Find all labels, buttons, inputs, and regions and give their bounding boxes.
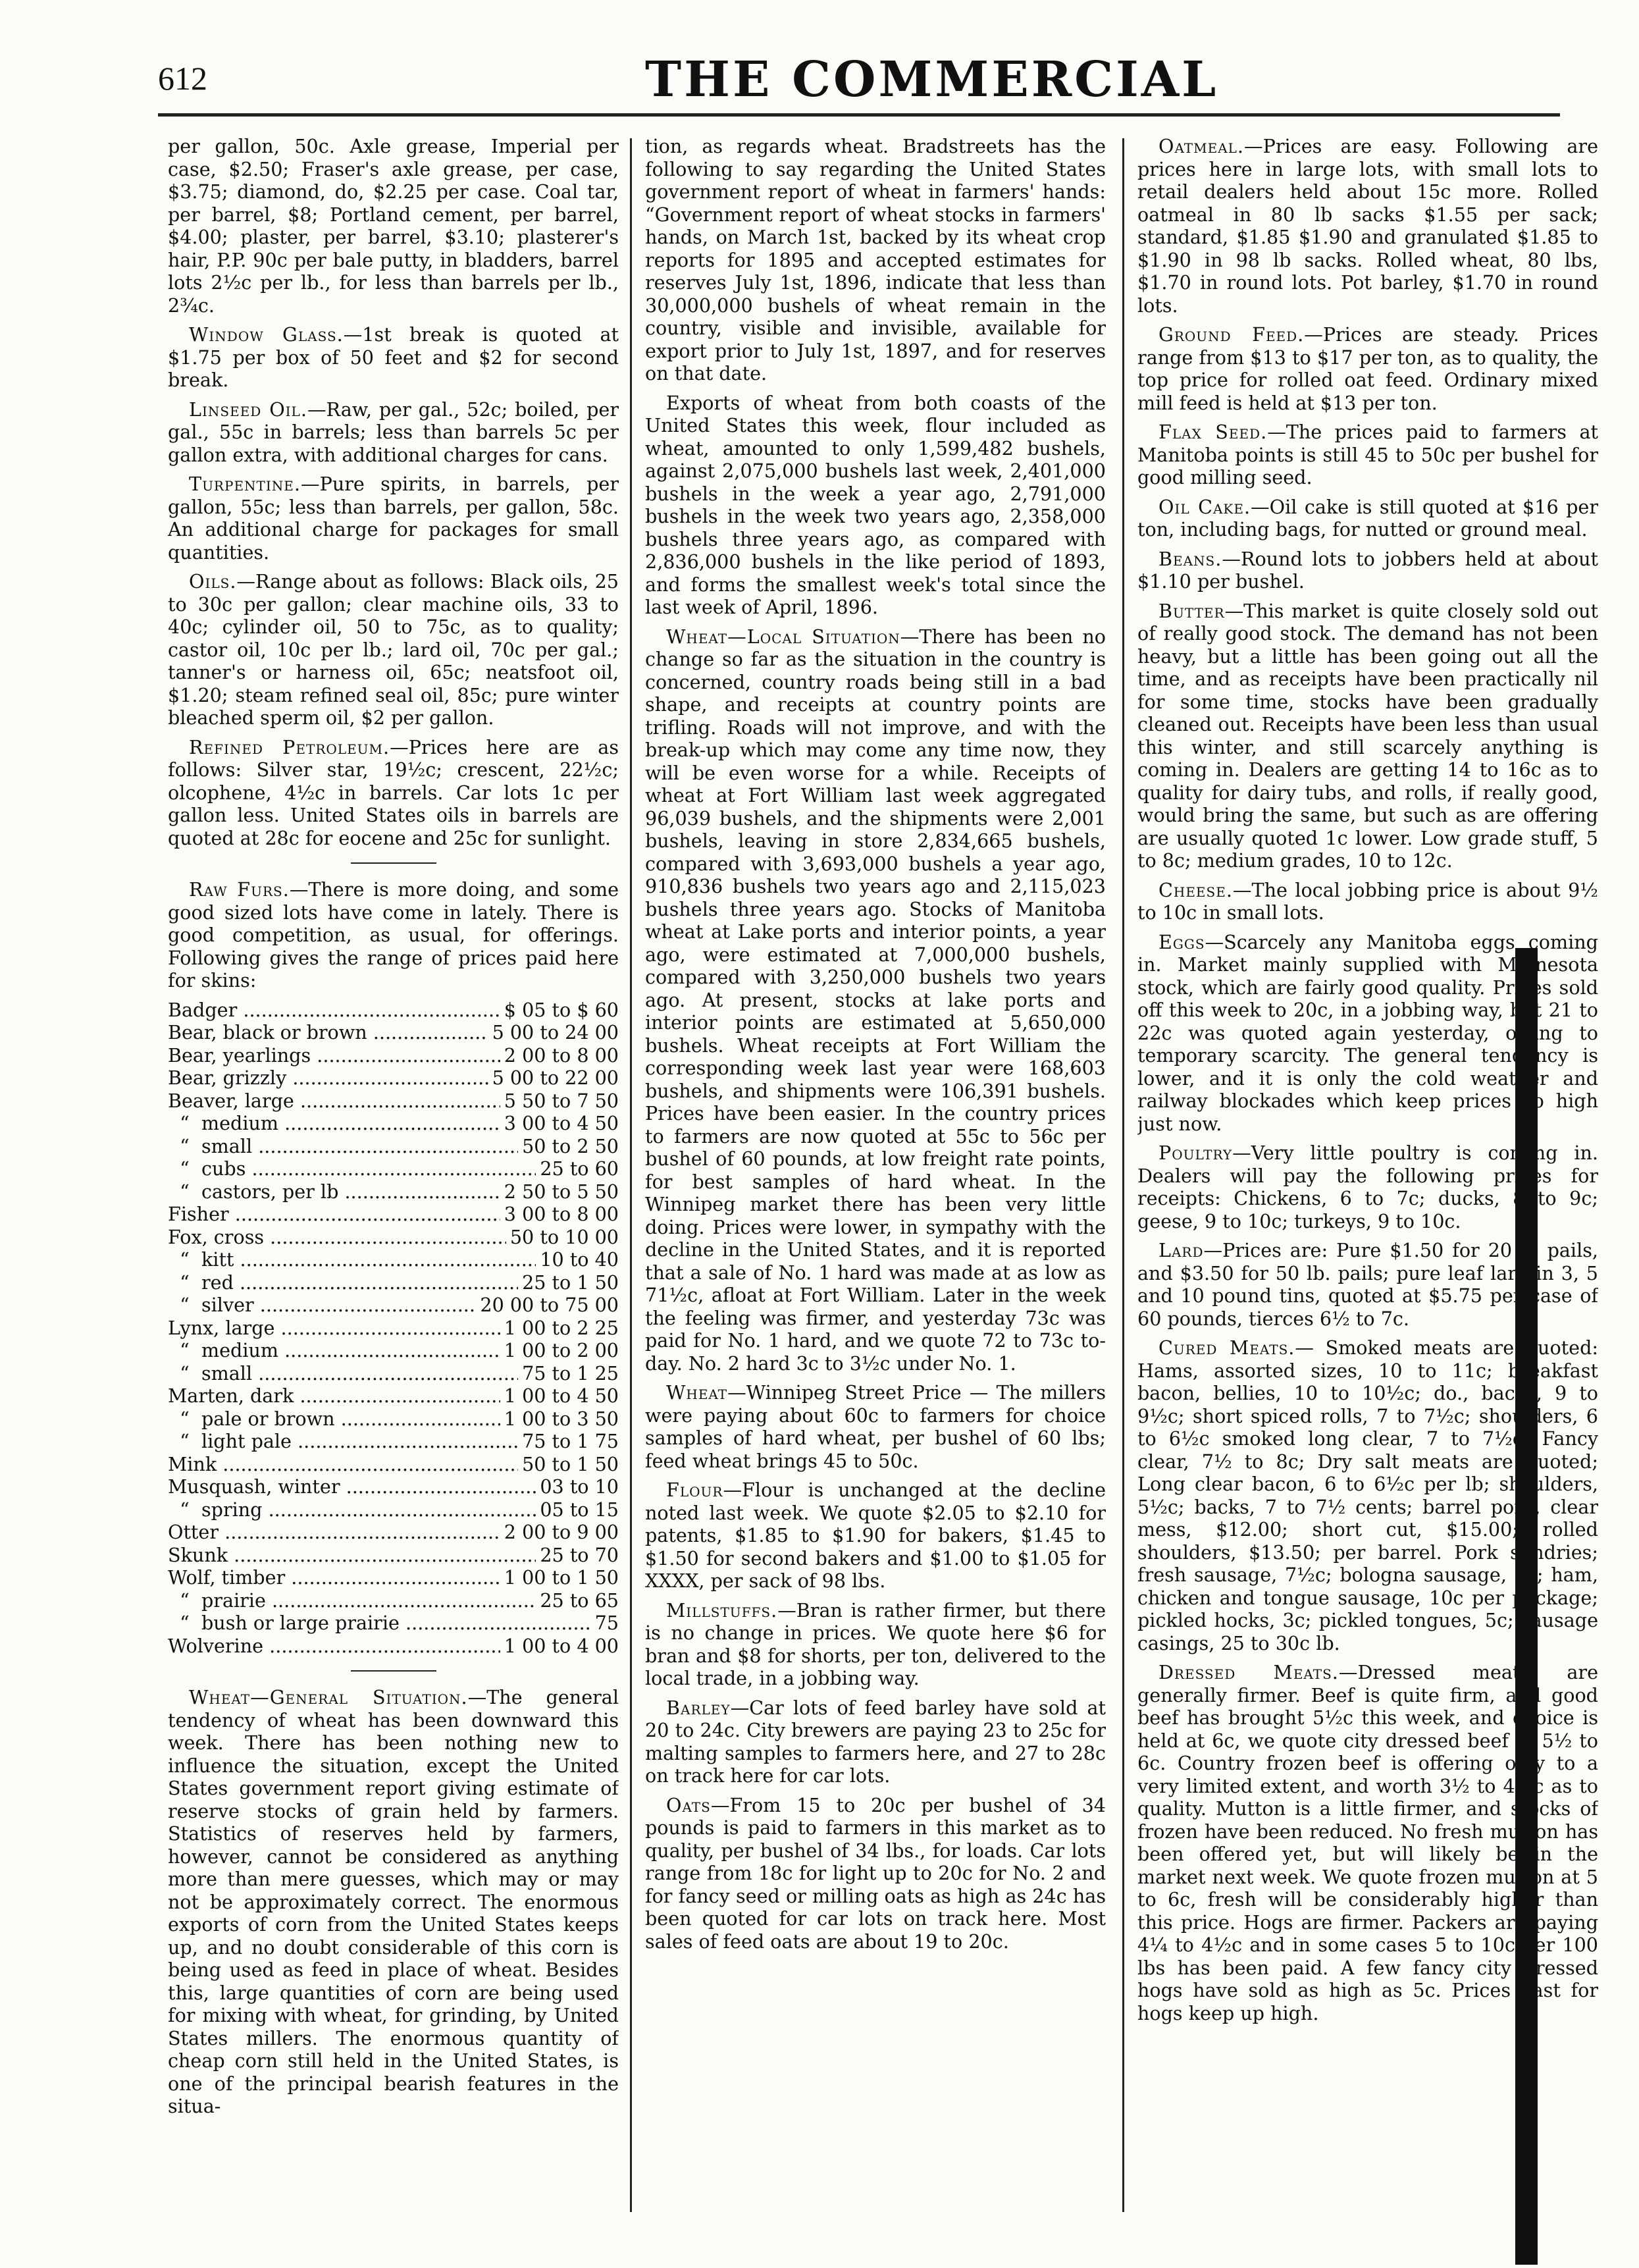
fur-price-range: 75 to 1 25 [522, 1361, 619, 1385]
fur-price-range: 2 00 to 8 00 [504, 1043, 619, 1067]
fur-price-range: 1 00 to 3 50 [504, 1407, 619, 1430]
fur-price-range: 10 to 40 [540, 1248, 619, 1271]
fur-price-row [168, 1044, 619, 1067]
fur-name: “ castors, per lb ..... [168, 1180, 500, 1203]
fur-name: Badger ..... [168, 999, 500, 1022]
fur-name: “ red ..... [168, 1271, 518, 1294]
paragraph-millstuffs: Millstuffs.—Bran is rather firmer, but there is no change in prices. We quote here $6 for bran and $8 for shorts, per ton, delivered to the local trade, in a jobbing way. [645, 1598, 1106, 1689]
fur-price-range: 5 00 to 24 00 [492, 1021, 619, 1043]
paragraph-cured-meats: Cured Meats.— Smoked meats are quoted: Hams, assorted sizes, 10 to 11c; breakfast bacon, bellies, 10 to 10½c; do., backs, 9 to 9½c; short spiced rolls, 7 to 7½c; shoulders, 6 to 6½c smoked long clear, 7 to 7½c; Fancy clear, 7½ to 8c; Dry salt meats are quoted; Long clear bacon, 6 to 6½c per lb; shoulders, 5½c; backs, 7 to 7½ cents; barrel pork, clear mess, $12.00; short cut, $15.00; rolled shoulders, $13.50; per barrel. Pork sundries; fresh sausage, 7½c; bologna sausage, 6c; ham, chicken and tongue sausage, 10c per package; pickled hocks, 3c; pickled tongues, 5c; sausage casings, 25 to 30c lb. [1137, 1336, 1598, 1654]
paragraph-oats: Oats—From 15 to 20c per bushel of 34 pounds is paid to farmers in this market as to quality, per bushel of 34 lbs., for loads. Car lots range from 18c for light up to 20c for No. 2 and for fancy seed or milling oats as high as 24c has been quoted for car lots on track here. Most sales of feed oats are about 19 to 20c. [645, 1793, 1106, 1953]
fur-name: Wolverine ..... [168, 1635, 500, 1658]
paragraph-butter: Butter—This market is quite closely sold out of really good stock. The demand has not been heavy, but a little has been going out all the time, and as receipts have been practically nil for some time, stocks have been gradually cleaned out. Receipts have been less than usual this winter, and still scarcely anything is coming in. Dealers are getting 14 to 16c as to quality for dairy tubs, and rolls, if really good, would bring the same, but such as are offering are usually quoted 1c lower. Low grade stuff, 5 to 8c; medium grades, 10 to 12c. [1137, 599, 1598, 872]
paragraph-window-glass: Window Glass.—1st break is quoted at $1.75 per box of 50 feet and $2 for second break. [168, 323, 619, 391]
fur-name: “ light pale ..... [168, 1430, 518, 1453]
paragraph-oil-cake: Oil Cake.—Oil cake is still quoted at $16 per ton, including bags, for nutted or ground meal. [1137, 495, 1598, 541]
fur-name: Otter ..... [168, 1521, 500, 1544]
fur-price-range: 2 00 to 9 00 [504, 1521, 619, 1543]
fur-price-table [168, 999, 619, 1658]
fur-price-range: $ 05 to $ 60 [504, 998, 619, 1021]
paragraph-exports: Exports of wheat from both coasts of the United States this week, flour included as wheat, amounted to only 1,599,482 bushels, against 2,075,000 bushels last week, 2,401,000 bushels in the week a year ago, 2,791,000 bushels in the week two years ago, 2,358,000 bushels three years ago, as compared with 2,836,000 bushels in the like period of 1893, and forms the smallest week's total since the last week of April, 1896. [645, 391, 1106, 618]
fur-price-range: 5 00 to 22 00 [492, 1067, 619, 1089]
paragraph-wheat-local: Wheat—Local Situation—There has been no change so far as the situation in the country is concerned, country roads being still in a bad shape, and receipts at country points are trifling. Roads will not improve, and with the break-up which may come any time now, they will be even worse for a while. Receipts of wheat at Fort William last week aggregated 96,039 bushels, and the shipments were 2,001 bushels, leaving in store 2,834,665 bushels, compared with 3,693,000 bushels a year ago, 910,836 bushels two years ago and 2,115,023 bushels three years ago. Stocks of Manitoba wheat at Lake ports and interior points, a year ago, were estimated at 7,000,000 bushels, compared with 3,250,000 bushels two years ago. At present, stocks at lake ports and interior points are estimated at 5,650,000 bushels. Wheat receipts at Fort William the corresponding week last year were 168,603 bushels, and shipments were 106,391 bushels. Prices have been easier. In the country prices to farmers are now quoted at 55c to 56c per bushel of 60 pounds, at low freight rate points, for best samples of hard wheat. In the Winnipeg market there has been very little doing. Prices were lower, in sympathy with the decline in the United States, and it is reported that a sale of No. 1 hard was made at as low as 71½c, afloat at Fort William. Later in the week the feeling was firmer, and yesterday 73c was paid for No. 1 hard, and we quote 72 to 73c to-day. No. 2 hard 3c to 3½c under No. 1. [645, 625, 1106, 1375]
fur-price-range: 25 to 1 50 [522, 1271, 619, 1294]
fur-price-row [168, 1180, 619, 1203]
fur-name: Bear, grizzly ..... [168, 1067, 488, 1090]
fur-name: Lynx, large ..... [168, 1317, 500, 1340]
fur-price-row [168, 1090, 619, 1113]
fur-price-row [168, 1294, 619, 1317]
column-1 [168, 135, 619, 2228]
fur-price-row [168, 1544, 619, 1567]
fur-price-range: 1 00 to 2 25 [504, 1316, 619, 1339]
fur-name: Beaver, large ..... [168, 1090, 500, 1113]
fur-price-range: 3 00 to 8 00 [504, 1203, 619, 1225]
paragraph-raw-furs: Raw Furs.—There is more doing, and some good sized lots have come in lately. There is good competition, as usual, for offerings. Following gives the range of prices paid here for skins: [168, 878, 619, 991]
paragraph-ground-feed: Ground Feed.—Prices are steady. Prices range from $13 to $17 per ton, as to quality, the top price for rolled oat feed. Ordinary mixed mill feed is held at $13 per ton. [1137, 323, 1598, 414]
paragraph: per gallon, 50c. Axle grease, Imperial per case, $2.50; Fraser's axle grease, per case, $3.75; diamond, do, $2.25 per case. Coal tar, per barrel, $8; Portland cement, per barrel, $4.00; plaster, per barrel, $3.10; plasterer's hair, P.P. 90c per bale putty, in bladders, barrel lots 2½c per lb., for less than barrels per lb., 2¾c. [168, 135, 619, 317]
masthead-title: THE COMMERCIAL [645, 51, 1219, 108]
column-2 [645, 135, 1106, 2228]
fur-price-row [168, 1362, 619, 1385]
fur-name: Bear, yearlings ..... [168, 1044, 500, 1067]
paragraph-oatmeal: Oatmeal.—Prices are easy. Following are prices here in large lots, with small lots to retail dealers held about 15c more. Rolled oatmeal in 80 lb sacks $1.55 per sack; standard, $1.85 $1.90 and granulated $1.85 to $1.90 in 98 lb sacks. Rolled wheat, 80 lbs, $1.70 in round lots. Pot barley, $1.70 in round lots. [1137, 135, 1598, 317]
paragraph-wheat-general: Wheat—General Situation.—The general tendency of wheat has been downward this week. There has been nothing new to influence the situation, except the United States government report giving estimate of reserve stocks of grain held by farmers. Statistics of reserves held by farmers, however, cannot be considered as anything more than mere guesses, which may or may not be approximately correct. The enormous exports of corn from the United States keeps up, and no doubt considerable of this corn is being used as feed in place of wheat. Besides this, large quantities of corn are being used for mixing with wheat, for grinding, by United States millers. The enormous quantity of cheap corn still held in the United States, is one of the principal bearish features in the situa- [168, 1686, 619, 2117]
fur-price-row [168, 1112, 619, 1135]
fur-name: “ bush or large prairie ..... [168, 1612, 591, 1635]
fur-price-range: 50 to 10 00 [509, 1225, 619, 1248]
fur-price-row [168, 1521, 619, 1544]
fur-price-range: 03 to 10 [540, 1475, 619, 1498]
fur-price-row [168, 1339, 619, 1362]
fur-price-row [168, 1635, 619, 1658]
page-number: 612 [158, 60, 207, 97]
fur-price-range: 2 50 to 5 50 [504, 1180, 619, 1203]
paragraph-refined-petroleum: Refined Petroleum.—Prices here are as follows: Silver star, 19½c; crescent, 22½c; olcophene, 4½c in barrels. Car lots 1c per gallon less. United States oils in barrels are quoted at 28c for eocene and 25c for sunlight. [168, 735, 619, 849]
section-separator [351, 862, 436, 864]
fur-price-range: 1 00 to 2 00 [504, 1339, 619, 1361]
fur-price-row [168, 1271, 619, 1294]
fur-price-row [168, 1498, 619, 1521]
fur-name: Fox, cross ..... [168, 1226, 506, 1249]
fur-price-range: 1 00 to 4 00 [504, 1634, 619, 1657]
fur-price-row [168, 1612, 619, 1635]
fur-price-row [168, 1248, 619, 1271]
fur-price-range: 25 to 60 [540, 1157, 619, 1180]
fur-price-range: 25 to 70 [540, 1543, 619, 1566]
fur-name: “ pale or brown ..... [168, 1408, 500, 1431]
paragraph-eggs: Eggs—Scarcely any Manitoba eggs coming in. Market mainly supplied with Minnesota stock, which are fairly good quality. Prices sold off this week to 20c, in a jobbing way, but 21 to 22c was quoted again yesterday, owing to temporary scarcity. The general tendency is lower, and it is only the cold weather and railway blockades which keep prices so high just now. [1137, 930, 1598, 1135]
fur-name: “ prairie ..... [168, 1589, 536, 1612]
fur-price-range: 50 to 1 50 [522, 1452, 619, 1475]
fur-name: Musquash, winter ..... [168, 1475, 536, 1498]
fur-name: “ medium ..... [168, 1339, 500, 1362]
fur-price-range: 75 [594, 1612, 619, 1634]
fur-price-row [168, 1203, 619, 1226]
fur-price-range: 50 to 2 50 [522, 1134, 619, 1157]
fur-price-range: 20 00 to 75 00 [480, 1294, 619, 1316]
fur-price-row [168, 1317, 619, 1340]
fur-price-row [168, 1021, 619, 1044]
fur-price-row [168, 1135, 619, 1158]
paragraph-cheese: Cheese.—The local jobbing price is about 9½ to 10c in small lots. [1137, 878, 1598, 924]
paragraph-dressed-meats: Dressed Meats.—Dressed meats are generally firmer. Beef is quite firm, and good beef has brought 5½c this week, and choice is held at 6c, we quote city dressed beef at 5½ to 6c. Country frozen beef is offering only to a very limited extent, and worth 3½ to 4½c as to quality. Mutton is a little firmer, and stocks of frozen have been reduced. No fresh mutton has been offered yet, but will likely be in the market next week. We quote frozen mutton at 5 to 6c, fresh will be considerably higher than this price. Hogs are firmer. Packers are paying 4¼ to 4½c and in some cases 5 to 10c per 100 lbs has been paid. A few fancy city dressed hogs have sold as high as 5c. Prices east for hogs keep up high. [1137, 1661, 1598, 2024]
fur-name: “ silver ..... [168, 1294, 476, 1317]
fur-price-range: 3 00 to 4 50 [504, 1112, 619, 1134]
fur-price-row [168, 1453, 619, 1476]
fur-price-range: 75 to 1 75 [522, 1430, 619, 1452]
paragraph-beans: Beans.—Round lots to jobbers held at about $1.10 per bushel. [1137, 547, 1598, 593]
paragraph-oils: Oils.—Range about as follows: Black oils, 25 to 30c per gallon; clear machine oils, 33 to 40c; cylinder oil, 50 to 75c, as to quality; castor oil, 10c per lb.; lard oil, 70c per gal.; tanner's or harness oil, 65c; neatsfoot oil, $1.20; steam refined seal oil, 85c; pure winter bleached sperm oil, $2 per gallon. [168, 570, 619, 729]
fur-price-row [168, 1430, 619, 1453]
fur-name: “ spring ..... [168, 1498, 536, 1521]
header-rule [158, 113, 1560, 117]
fur-price-range: 05 to 15 [540, 1498, 619, 1521]
page-header [0, 0, 1639, 125]
fur-name: Skunk ..... [168, 1544, 536, 1567]
fur-price-range: 25 to 65 [540, 1589, 619, 1612]
column-divider [630, 138, 632, 2212]
column-divider [1122, 138, 1124, 2212]
fur-price-row [168, 1589, 619, 1612]
paragraph: tion, as regards wheat. Bradstreets has the following to say regarding the United States government report of wheat in farmers' hands: “Government report of wheat stocks in farmers' hands, on March 1st, backed by its wheat crop reports for 1895 and accepted estimates for reserves July 1st, 1896, indicate that less than 30,000,000 bushels of wheat remain in the country, visible and invisible, available for export prior to July 1st, 1897, and for reserves on that date. [645, 135, 1106, 384]
fur-name: Wolf, timber ..... [168, 1566, 500, 1589]
paragraph-linseed-oil: Linseed Oil.—Raw, per gal., 52c; boiled, per gal., 55c in barrels; less than barrels 5c per gallon extra, with additional charges for cans. [168, 398, 619, 466]
fur-price-row [168, 1157, 619, 1180]
fur-name: Bear, black or brown ..... [168, 1021, 488, 1044]
fur-name: “ kitt ..... [168, 1248, 536, 1271]
fur-price-range: 5 50 to 7 50 [504, 1089, 619, 1112]
fur-price-row [168, 1385, 619, 1408]
fur-name: “ small ..... [168, 1135, 518, 1158]
paragraph-poultry: Poultry—Very little poultry is coming in. Dealers will pay the following prices for receipts: Chickens, 6 to 7c; ducks, 8 to 9c; geese, 9 to 10c; turkeys, 9 to 10c. [1137, 1142, 1598, 1232]
paragraph-flour: Flour—Flour is unchanged at the decline noted last week. We quote $2.05 to $2.10 for patents, $1.85 to $1.90 for bakers, $1.45 to $1.50 for second bakers and $1.00 to $1.05 for XXXX, per sack of 98 lbs. [645, 1479, 1106, 1592]
column-3 [1137, 135, 1598, 2228]
paragraph-barley: Barley—Car lots of feed barley have sold at 20 to 24c. City brewers are paying 23 to 25c for malting samples to farmers here, and 27 to 28c on track here for car lots. [645, 1696, 1106, 1787]
fur-price-row [168, 1475, 619, 1498]
fur-name: “ medium ..... [168, 1112, 500, 1135]
fur-name: Mink ..... [168, 1453, 518, 1476]
paragraph-flax-seed: Flax Seed.—The prices paid to farmers at Manitoba points is still 45 to 50c per bushel for good milling seed. [1137, 421, 1598, 488]
fur-price-row [168, 1226, 619, 1249]
section-separator [351, 1670, 436, 1672]
paragraph-lard: Lard—Prices are: Pure $1.50 for 20 lb pails, and $3.50 for 50 lb. pails; pure leaf lard in 3, 5 and 10 pound tins, quoted at $5.75 per case of 60 pounds, tierces 6½ to 7c. [1137, 1239, 1598, 1330]
fur-name: “ small ..... [168, 1362, 518, 1385]
fur-price-range: 1 00 to 1 50 [504, 1566, 619, 1589]
paragraph-turpentine: Turpentine.—Pure spirits, in barrels, per gallon, 55c; less than barrels, per gallon, 58c. An additional charge for packages for small quantities. [168, 473, 619, 564]
fur-price-row [168, 1067, 619, 1090]
paragraph-wheat-street: Wheat—Winnipeg Street Price — The millers were paying about 60c to farmers for choice samples of hard wheat, per bushel of 60 lbs; feed wheat brings 45 to 50c. [645, 1381, 1106, 1472]
fur-name: Marten, dark ..... [168, 1385, 500, 1408]
fur-name: “ cubs ..... [168, 1157, 536, 1180]
fur-price-range: 1 00 to 4 50 [504, 1385, 619, 1407]
fur-name: Fisher ..... [168, 1203, 500, 1226]
fur-price-row [168, 1566, 619, 1589]
fur-price-row [168, 999, 619, 1022]
fur-price-row [168, 1408, 619, 1431]
